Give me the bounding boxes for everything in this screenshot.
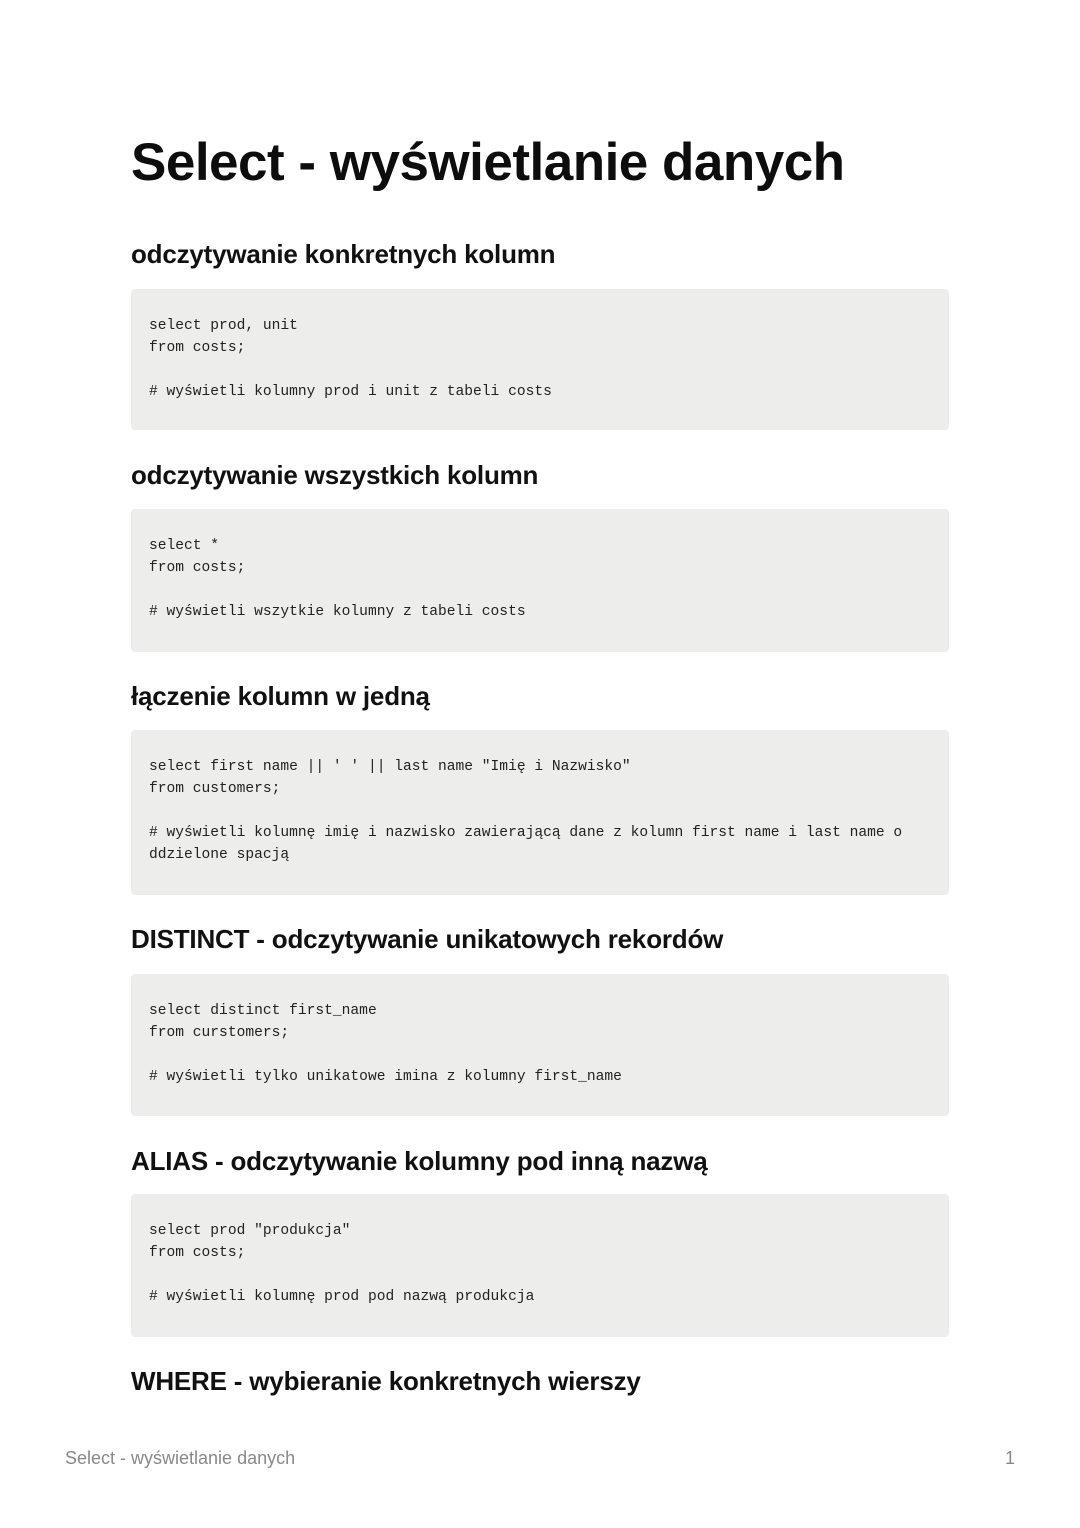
code-line: select * [149, 538, 220, 554]
code-block [131, 289, 949, 430]
code-block [131, 974, 949, 1116]
code-block [131, 1194, 949, 1337]
code-block [131, 509, 949, 652]
code-line: select prod, unit [149, 318, 298, 334]
section-heading: łączenie kolumn w jedną [131, 681, 430, 711]
code-line [149, 359, 931, 381]
section-heading: ALIAS - odczytywanie kolumny pod inną nazwą [131, 1146, 708, 1176]
page-number: 1 [1004, 1448, 1015, 1468]
code-line: select distinct first_name [149, 1003, 377, 1019]
code-comment: ddzielone spacją [149, 847, 290, 863]
code-line [149, 1264, 931, 1286]
section-heading: odczytywanie konkretnych kolumn [131, 239, 556, 269]
code-line: from costs; [149, 340, 246, 356]
code-comment: # wyświetli kolumnę prod pod nazwą produkcja [149, 1289, 535, 1305]
section-heading: WHERE - wybieranie konkretnych wierszy [131, 1366, 641, 1396]
code-line [149, 800, 931, 822]
code-line: from costs; [149, 560, 246, 576]
page-title: Select - wyświetlanie danych [131, 133, 845, 192]
code-line: select first name || ' ' || last name "Imię i Nazwisko" [149, 759, 631, 775]
code-comment: # wyświetli tylko unikatowe imina z kolumny first_name [149, 1069, 622, 1085]
code-comment: # wyświetli kolumnę imię i nazwisko zawierającą dane z kolumn first name i last name o [149, 825, 903, 841]
code-line: from costs; [149, 1245, 246, 1261]
code-line [149, 579, 931, 601]
code-line: from curstomers; [149, 1025, 290, 1041]
section-heading: odczytywanie wszystkich kolumn [131, 460, 539, 490]
code-line: from customers; [149, 781, 281, 797]
code-block [131, 730, 949, 895]
code-line: select prod "produkcja" [149, 1223, 351, 1239]
code-comment: # wyświetli wszytkie kolumny z tabeli costs [149, 604, 526, 620]
code-line [149, 1044, 931, 1066]
footer-title: Select - wyświetlanie danych [65, 1448, 296, 1468]
section-heading: DISTINCT - odczytywanie unikatowych rekordów [131, 924, 724, 954]
code-comment: # wyświetli kolumny prod i unit z tabeli costs [149, 384, 552, 400]
